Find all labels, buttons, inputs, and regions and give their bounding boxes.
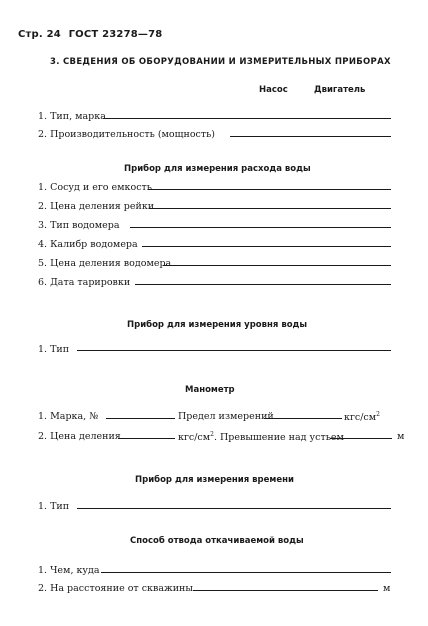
discharge-title: Способ отвода откачиваемой воды (130, 536, 304, 546)
fill-line (106, 418, 175, 419)
flow-row-1: 1. Сосуд и его емкость (38, 182, 152, 193)
row-type-brand: 1. Тип, марка (38, 111, 106, 122)
column-pump: Насос (259, 85, 288, 95)
fill-line (135, 284, 391, 285)
manometer-row-1-mid: Предел измерений (178, 411, 274, 422)
fill-line (142, 246, 391, 247)
page-number: Стр. 24 (18, 29, 61, 40)
page-header (18, 29, 162, 40)
flow-row-4: 4. Калибр водомера (38, 239, 138, 250)
manometer-row-1-label: 1. Марка, № (38, 411, 99, 422)
section-title: 3. СВЕДЕНИЯ ОБ ОБОРУДОВАНИИ И ИЗМЕРИТЕЛЬНЫХ ПРИБОРАХ (50, 57, 391, 67)
manometer-title: Манометр (185, 385, 235, 395)
fill-line (193, 590, 378, 591)
standard-code: ГОСТ 23278—78 (68, 29, 163, 40)
row-capacity: 2. Производительность (мощность) (38, 129, 215, 140)
time-meter-title: Прибор для измерения времени (135, 475, 294, 485)
flow-meter-title: Прибор для измерения расхода воды (124, 164, 311, 174)
flow-row-2: 2. Цена деления рейки (38, 201, 155, 212)
manometer-row-2-label: 2. Цена деления (38, 431, 121, 442)
fill-line (77, 350, 391, 351)
fill-line (163, 265, 391, 266)
flow-row-3: 3. Тип водомера (38, 220, 120, 231)
column-engine: Двигатель (314, 85, 366, 95)
fill-line (101, 572, 391, 573)
fill-line (149, 208, 391, 209)
fill-line (330, 438, 392, 439)
level-row-type: 1. Тип (38, 344, 70, 355)
fill-line (230, 136, 391, 137)
manometer-row-2-mid: кгс/$см^2$. Превышение над устьем (178, 431, 344, 444)
manometer-row-1-unit: кгс/$см^2$ (344, 411, 380, 424)
flow-row-6: 6. Дата тарировки (38, 277, 131, 288)
fill-line (148, 189, 391, 190)
fill-line (103, 118, 391, 119)
level-meter-title: Прибор для измерения уровня воды (127, 320, 308, 330)
discharge-row-2: 2. На расстояние от скважины (38, 583, 193, 594)
fill-line (264, 418, 342, 419)
fill-line (77, 508, 391, 509)
discharge-row-1: 1. Чем, куда (38, 565, 100, 576)
time-row-type: 1. Тип (38, 501, 70, 512)
manometer-row-2-end: м (397, 431, 405, 442)
discharge-row-2-end: м (383, 583, 391, 594)
flow-row-5: 5. Цена деления водомера (38, 258, 172, 269)
fill-line (130, 227, 391, 228)
fill-line (118, 438, 175, 439)
